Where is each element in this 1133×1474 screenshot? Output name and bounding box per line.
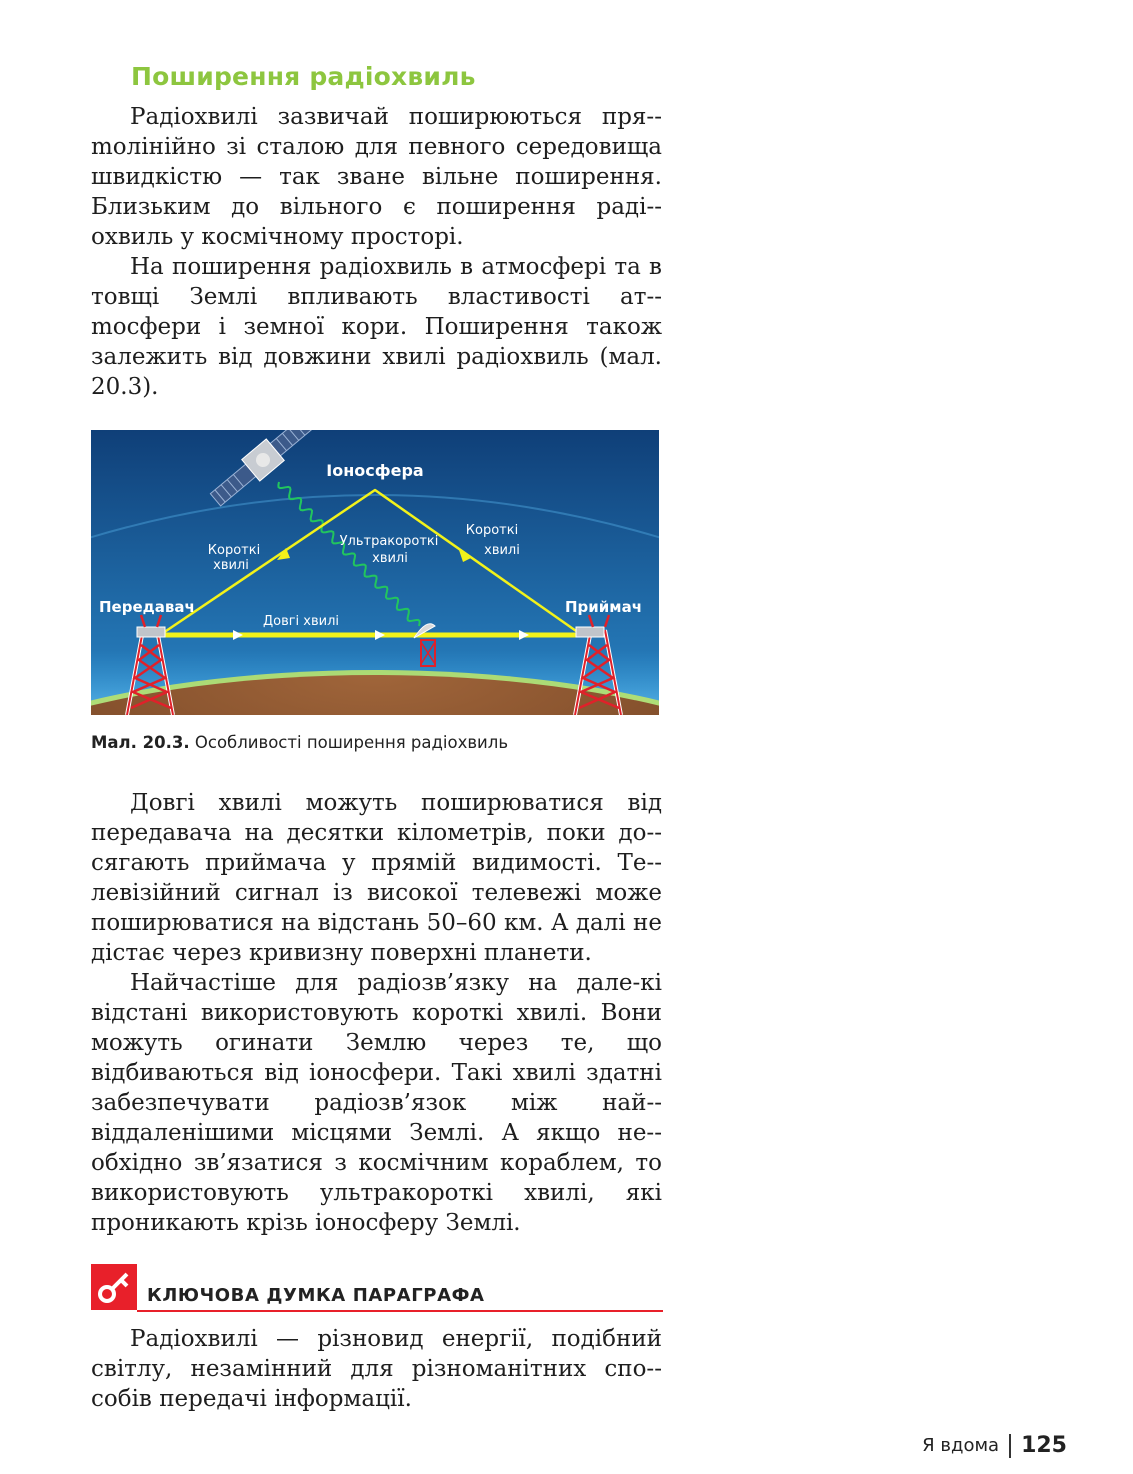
label-long-waves: Довгі хвилі: [262, 614, 340, 629]
section-title: Поширення радіохвиль: [131, 62, 476, 91]
radio-propagation-figure: [91, 430, 659, 715]
label-short-waves: Короткі: [207, 543, 261, 558]
divider: [137, 1310, 663, 1312]
paragraph: Найчастіше для радіозв’язку на дале-кі відстані використовують короткі хвилі. Вони можуть огинати Землю через те, що відбиваються від іоносфери. Такі хвилі здатні забезпечувати радіозв’язок між най-віддаленішими місцями Землі. А якщо не-обхідно зв’язатися з космічним кораблем, то використовують ультракороткі хвилі, які проникають крізь іоносферу Землі.: [91, 970, 662, 1236]
key-icon: [91, 1264, 137, 1310]
key-idea-header: [91, 1264, 663, 1314]
paragraph: Довгі хвилі можуть поширюватися від передавача на десятки кілометрів, поки до-сягають приймача у прямій видимості. Те-левізійний сигнал із високої телевежі може поширюватися на відстань 50–60 км. А далі не дістає через кривизну поверхні планети.: [91, 790, 662, 966]
page-number: 125: [1021, 1433, 1067, 1458]
key-idea-title: КЛЮЧОВА ДУМКА ПАРАГРАФА: [147, 1285, 485, 1306]
divider: [1009, 1434, 1011, 1458]
figure-illustration: [91, 430, 659, 715]
label-short-waves: хвилі: [484, 543, 520, 558]
label-transmitter: Передавач: [99, 598, 195, 616]
footer-section: Я вдома: [922, 1435, 1000, 1456]
label-short-waves: хвилі: [213, 558, 249, 573]
caption-number: Мал. 20.3.: [91, 733, 190, 752]
page-footer: [922, 1433, 1067, 1458]
label-ultrashort-waves: Ультракороткі: [339, 534, 439, 549]
body-text: [91, 788, 662, 1238]
paragraph: Радіохвилі зазвичай поширюються пря-mолінійно зі сталою для певного середовища швидкістю — так зване вільне поширення. Близьким до вільного є поширення раді-охвиль у космічному просторі.: [91, 104, 662, 250]
figure-caption: [91, 733, 508, 752]
label-ultrashort-waves: хвилі: [372, 551, 408, 566]
intro-text: [91, 102, 662, 402]
paragraph: На поширення радіохвиль в атмосфері та в товщі Землі впливають властивості ат-mосфери і земної кори. Поширення також залежить від довжини хвилі радіохвиль (мал. 20.3).: [91, 254, 662, 400]
label-short-waves: Короткі: [465, 523, 519, 538]
label-receiver: Приймач: [565, 598, 642, 616]
caption-text: Особливості поширення радіохвиль: [194, 733, 509, 752]
label-ionosphere: Іоносфера: [326, 461, 424, 480]
key-idea-text: [91, 1324, 662, 1414]
paragraph: Радіохвилі — різновид енергії, подібний світлу, незамінний для різноманітних спо-собів передачі інформації.: [91, 1326, 662, 1412]
